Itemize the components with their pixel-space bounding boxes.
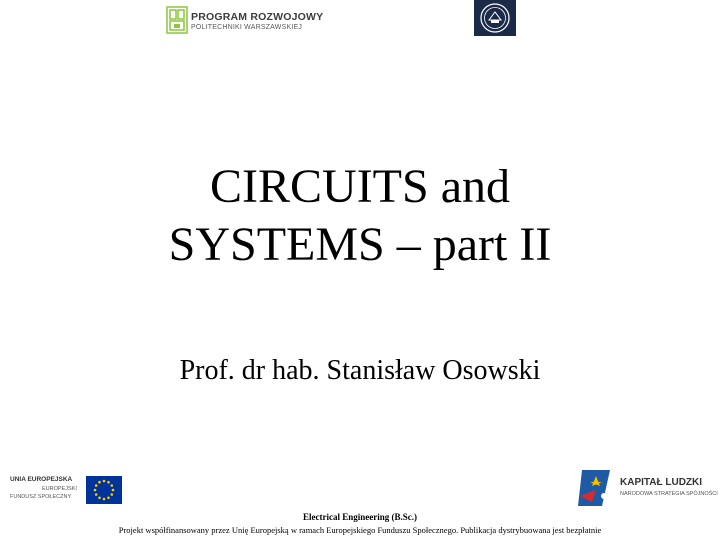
eu-logo-line3: FUNDUSZ SPOŁECZNY: [10, 494, 72, 500]
university-seal-icon: [474, 0, 516, 36]
author-name: Prof. dr hab. Stanisław Osowski: [179, 355, 541, 386]
funding-note: Projekt współfinansowany przez Unię Europejską w ramach Europejskiego Funduszu Społecznego. Publikacja dystrybuowana jest bezpłatnie: [118, 525, 602, 535]
eu-logo: [8, 474, 120, 508]
kl-logo-line2: NARODOWA STRATEGIA SPÓJNOŚCI: [620, 491, 718, 497]
pw-program-mark-icon: [166, 6, 188, 34]
eu-logo-line1: UNIA EUROPEJSKA: [10, 476, 73, 483]
program-rozwojowy-logo: [166, 6, 326, 36]
slide-title: [60, 158, 660, 274]
program-logo-line1: PROGRAM ROZWOJOWY: [191, 11, 324, 23]
program-logo-line2: POLITECHNIKI WARSZAWSKIEJ: [191, 24, 303, 31]
eu-logo-line2: EUROPEJSKI: [42, 486, 77, 492]
kapital-ludzki-mark-icon: [576, 466, 616, 510]
kapital-ludzki-logo: [576, 466, 716, 510]
kl-logo-line1: KAPITAŁ LUDZKI: [620, 477, 703, 488]
course-label: Electrical Engineering (B.Sc.): [303, 512, 417, 522]
eu-flag-icon: [86, 476, 122, 504]
slide-title-line2: SYSTEMS – part II: [168, 218, 552, 271]
slide-title-line1: CIRCUITS and: [210, 160, 510, 213]
